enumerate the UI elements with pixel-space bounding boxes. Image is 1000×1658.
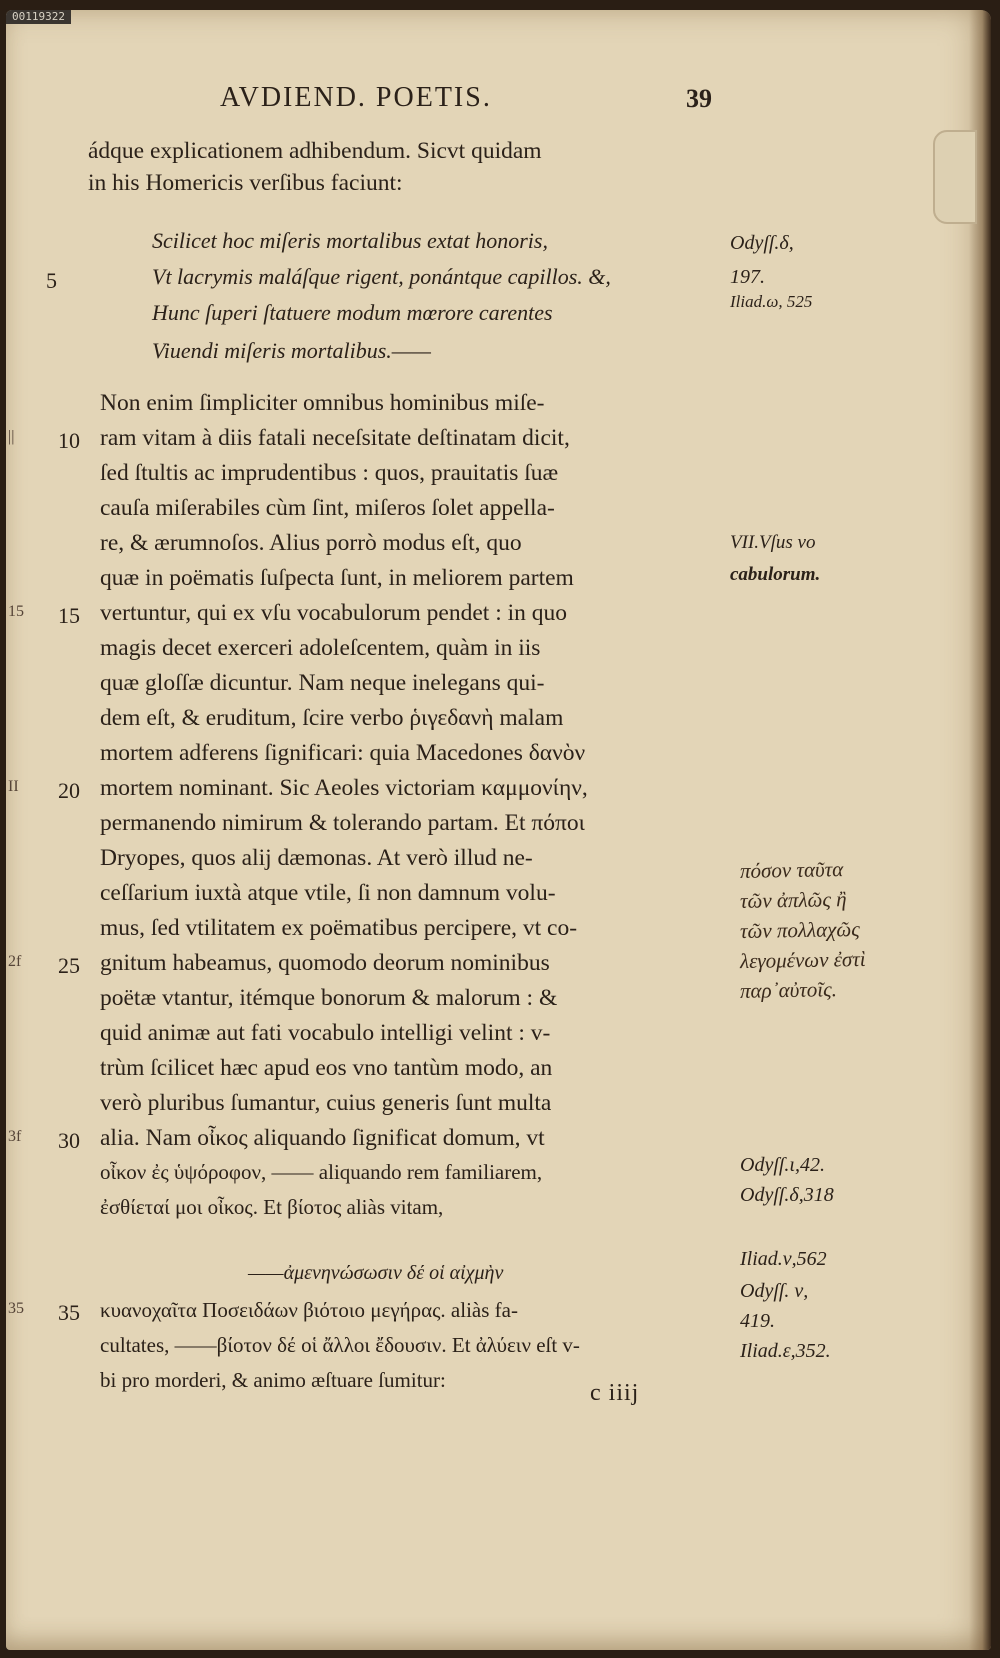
- prose-line: trùm ſcilicet hæc apud eos vno tantùm modo, an: [100, 1055, 553, 1081]
- bleed-mark: 35: [8, 1300, 24, 1317]
- margin-reference: cabulorum.: [730, 564, 821, 585]
- final-line: cultates, ——βίοτον δέ οἱ ἄλλοι ἔδουσιν. Et ἀλύειν eſt v-: [100, 1333, 580, 1357]
- prose-line: Non enim ſimpliciter omnibus hominibus miſe-: [100, 390, 545, 416]
- bleed-mark: II: [8, 778, 19, 795]
- prose-line: verò pluribus ſumantur, cuius generis ſunt multa: [100, 1090, 552, 1116]
- handwritten-note-line: τῶν ἀπλῶς ἢ: [739, 887, 847, 913]
- prose-line: mortem adferens ſignificari: quia Macedones δανὸν: [100, 740, 586, 766]
- prose-line: ram vitam à diis fatali neceſsitate deſtinatam dicit,: [100, 425, 570, 451]
- verse-line: Viuendi miſeris mortalibus.——: [152, 338, 431, 363]
- margin-reference: 197.: [730, 266, 765, 288]
- verse-line: Scilicet hoc miſeris mortalibus extat honoris,: [152, 228, 548, 253]
- margin-reference: Iliad.ν,562: [740, 1248, 827, 1270]
- line-number: 20: [58, 778, 80, 803]
- body-line: ádque explicationem adhibendum. Sicvt quidam: [88, 138, 542, 164]
- handwritten-note-line: παρ᾽αὐτοῖς.: [739, 977, 838, 1003]
- margin-reference: Iliad.ε,352.: [740, 1340, 831, 1362]
- prose-line: Dryopes, quos alij dæmonas. At verò illud ne-: [100, 845, 533, 871]
- handwritten-note-line: τῶν πολλαχῶς: [739, 916, 860, 944]
- prose-line: dem eſt, & eruditum, ſcire verbo ῥιγεδανὴ malam: [100, 705, 564, 731]
- bleed-mark: ||: [8, 428, 15, 445]
- prose-line: alia. Nam οἶκος aliquando ſignificat domum, vt: [100, 1125, 545, 1151]
- prose-line: gnitum habeamus, quomodo deorum nominibus: [100, 950, 550, 976]
- prose-line: ἐσθίεταί μοι οἶκος. Et βίοτος aliàs vitam,: [100, 1195, 444, 1219]
- line-number: 30: [58, 1128, 80, 1153]
- prose-line: magis decet exerceri adoleſcentem, quàm in iis: [100, 635, 541, 661]
- handwritten-note-line: πόσον ταῦτα: [739, 857, 844, 883]
- prose-line: ſed ſtultis ac imprudentibus : quos, prauitatis ſuæ: [100, 460, 559, 486]
- body-line: in his Homericis verſibus faciunt:: [88, 170, 403, 196]
- line-number: 15: [58, 603, 80, 628]
- handwritten-note-line: λεγομένων ἐστὶ: [739, 946, 866, 974]
- greek-quote: ——ἀμενηνώσωσιν δέ οἱ αἰχμὴν: [248, 1262, 504, 1284]
- prose-line: re, & ærumnoſos. Alius porrò modus eſt, quo: [100, 530, 522, 556]
- signature-mark: c iiij: [590, 1380, 640, 1406]
- final-line: bi pro morderi, & animo æſtuare ſumitur:: [100, 1368, 446, 1392]
- margin-reference: VII.Vſus vo: [730, 532, 816, 553]
- archive-stamp: 00119322: [6, 10, 71, 24]
- verse-line: Vt lacrymis maláſque rigent, ponántque capillos. &,: [152, 264, 611, 289]
- prose-line: ceſſarium iuxtà atque vtile, ſi non damnum volu-: [100, 880, 556, 906]
- margin-reference: 419.: [740, 1310, 775, 1332]
- folio-number: 39: [686, 84, 712, 113]
- prose-line: mus, ſed vtilitatem ex poëmatibus percipere, vt co-: [100, 915, 578, 941]
- margin-reference: Odyſſ.ι,42.: [740, 1154, 825, 1176]
- prose-line: mortem nominant. Sic Aeoles victoriam καμμονίην,: [100, 775, 588, 801]
- verse-line: Hunc ſuperi ſtatuere modum mœrore carentes: [152, 300, 553, 325]
- page-header: [0, 82, 1000, 122]
- line-number: 5: [46, 268, 57, 293]
- prose-line: vertuntur, qui ex vſu vocabulorum pendet : in quo: [100, 600, 568, 626]
- prose-line: quæ gloſſæ dicuntur. Nam neque inelegans qui-: [100, 670, 545, 696]
- page-edge-shadow: [969, 10, 991, 1650]
- margin-reference: Odyſſ.δ,: [730, 232, 794, 254]
- margin-reference: Odyſſ. ν,: [740, 1280, 809, 1302]
- prose-line: οἶκον ἐς ὑψόροφον, —— aliquando rem familiarem,: [100, 1160, 543, 1184]
- bleed-mark: 3f: [8, 1128, 22, 1145]
- prose-line: quæ in poëmatis ſuſpecta ſunt, in meliorem partem: [100, 565, 574, 591]
- prose-line: permanendo nimirum & tolerando partam. Et πόποι: [100, 810, 585, 836]
- prose-line: cauſa miſerabiles cùm ſint, miſeros ſolet appella-: [100, 495, 555, 521]
- line-number: 35: [58, 1300, 80, 1325]
- line-number: 25: [58, 953, 80, 978]
- bleed-mark: 2f: [8, 953, 22, 970]
- margin-reference: Odyſſ.δ,318: [740, 1184, 834, 1206]
- margin-reference: Iliad.ω, 525: [730, 292, 813, 311]
- running-title: AVDIEND. POETIS.: [220, 82, 492, 113]
- line-number: 10: [58, 428, 80, 453]
- bleed-mark: 15: [8, 603, 24, 620]
- page-tab-marker: [933, 130, 977, 224]
- prose-line: quid animæ aut fati vocabulo intelligi velint : v-: [100, 1020, 551, 1046]
- final-line: κυανοχαῖτα Ποσειδάων βιότοιο μεγήρας. aliàs fa-: [100, 1298, 518, 1322]
- prose-line: poëtæ vtantur, itémque bonorum & malorum : &: [100, 985, 558, 1011]
